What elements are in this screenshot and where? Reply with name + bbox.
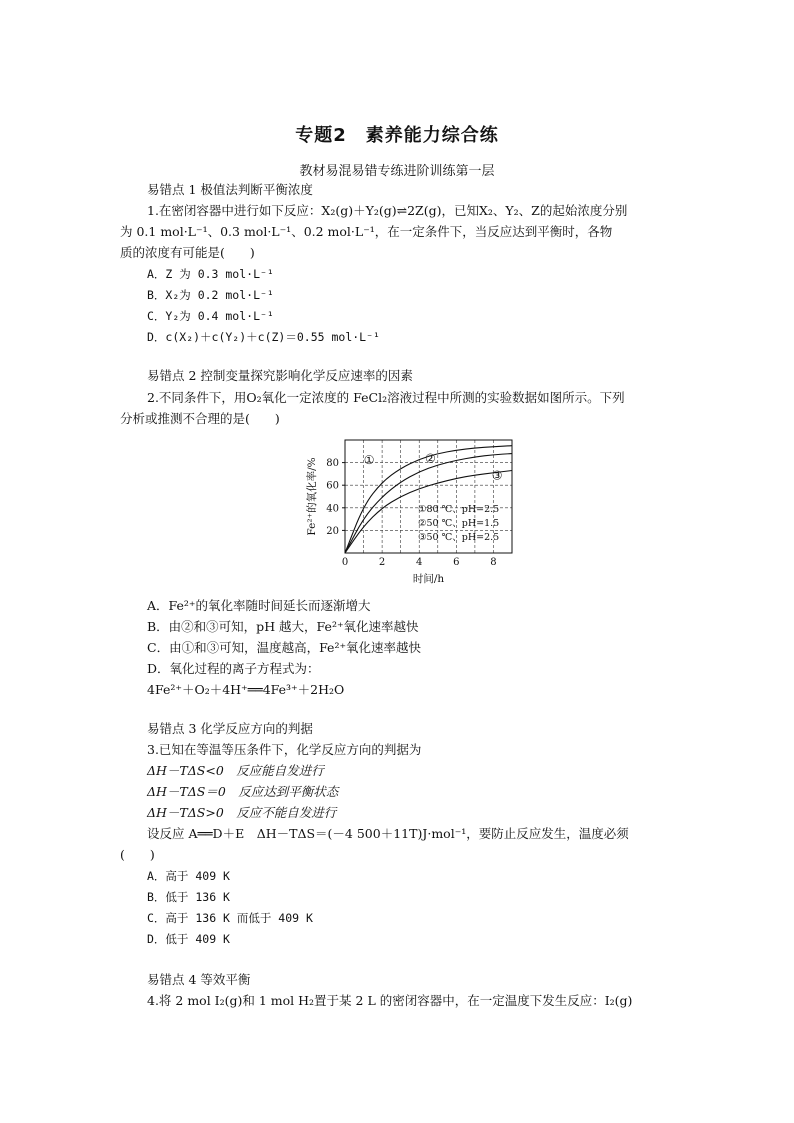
legend-entry-2: ②50 ℃、pH=1.5 (418, 518, 500, 529)
page-subtitle: 教材易混易错专练进阶训练第一层 (299, 164, 495, 179)
q1-option-a: A．Z 为 0.3 mol·L⁻¹ (147, 267, 274, 281)
series-tag-3: ③ (491, 468, 503, 483)
q1-option-b: B．X₂为 0.2 mol·L⁻¹ (147, 288, 274, 302)
q3-stem-line1: 3.已知在等温等压条件下，化学反应方向的判据为 (147, 742, 422, 757)
section-3-heading: 易错点 3 化学反应方向的判据 (147, 721, 313, 736)
section-1-heading: 易错点 1 极值法判断平衡浓度 (147, 182, 313, 197)
q2-option-c: C．由①和③可知，温度越高，Fe²⁺氧化速率越快 (147, 640, 422, 655)
q3-option-a: A．高于 409 K (147, 869, 230, 883)
q1-option-d: D．c(X₂)＋c(Y₂)＋c(Z)＝0.55 mol·L⁻¹ (147, 330, 380, 344)
chart-svg (300, 428, 530, 588)
section-2-heading: 易错点 2 控制变量探究影响化学反应速率的因素 (147, 368, 413, 383)
x-tick-label: 0 (341, 557, 349, 568)
x-axis-label: 时间/h (412, 573, 445, 585)
q3-stem-line2: 设反应 A══D＋E ΔH－TΔS＝(－4 500＋11T)J·mol⁻¹，要防止反应发生，温度必须 (147, 826, 629, 841)
y-tick-label: 40 (326, 503, 339, 515)
x-tick-label: 2 (378, 557, 386, 568)
q3-stem-line3: ( ) (120, 847, 155, 862)
q2-option-d: D．氧化过程的离子方程式为： (147, 661, 320, 676)
q1-stem-line3: 质的浓度有可能是( ) (120, 245, 255, 260)
q1-stem-line2: 为 0.1 mol·L⁻¹、0.3 mol·L⁻¹、0.2 mol·L⁻¹，在一定条件下，当反应达到平衡时，各物 (120, 224, 613, 239)
q2-option-a: A．Fe²⁺的氧化率随时间延长而逐渐增大 (147, 598, 371, 613)
page-title: 专题2 素养能力综合练 (295, 125, 499, 146)
x-tick-label: 6 (453, 557, 460, 568)
q2-stem-line2: 分析或推测不合理的是( ) (120, 411, 280, 426)
q3-rule-2: ΔH－TΔS＝0 反应达到平衡状态 (147, 784, 339, 799)
y-tick-label: 80 (326, 458, 339, 470)
series-tag-2: ② (424, 451, 436, 466)
q3-rule-1: ΔH－TΔS<0 反应能自发进行 (147, 763, 324, 778)
q2-stem-line1: 2.不同条件下，用O₂氧化一定浓度的 FeCl₂溶液过程中所测的实验数据如图所示。下列 (147, 390, 625, 405)
q1-stem-line1: 1.在密闭容器中进行如下反应：X₂(g)＋Y₂(g)⇌2Z(g)，已知X₂、Y₂、Z的起始浓度分别 (147, 203, 628, 218)
y-axis-label: Fe²⁺的氧化率/% (306, 457, 318, 536)
section-4-heading: 易错点 4 等效平衡 (147, 972, 251, 987)
x-tick-label: 8 (490, 557, 497, 568)
legend-entry-3: ③50 ℃、pH=2.5 (418, 532, 500, 543)
q3-option-b: B．低于 136 K (147, 890, 230, 904)
q2-equation: 4Fe²⁺＋O₂＋4H⁺══4Fe³⁺＋2H₂O (147, 682, 345, 697)
y-tick-label: 60 (326, 480, 339, 492)
q1-option-c: C．Y₂为 0.4 mol·L⁻¹ (147, 309, 274, 323)
q3-option-d: D．低于 409 K (147, 932, 230, 946)
oxidation-rate-chart (300, 428, 530, 588)
q3-rule-3: ΔH－TΔS>0 反应不能自发进行 (147, 805, 337, 820)
q2-option-b: B．由②和③可知，pH 越大，Fe²⁺氧化速率越快 (147, 619, 419, 634)
q4-stem-line1: 4.将 2 mol I₂(g)和 1 mol H₂置于某 2 L 的密闭容器中，在一定温度下发生反应：I₂(g) (147, 993, 633, 1008)
y-tick-label: 20 (326, 525, 339, 537)
legend-entry-1: ①80 ℃、pH=2.5 (418, 504, 500, 515)
q3-option-c: C．高于 136 K 而低于 409 K (147, 911, 313, 925)
series-tag-1: ① (363, 452, 375, 467)
x-tick-label: 4 (416, 557, 423, 568)
